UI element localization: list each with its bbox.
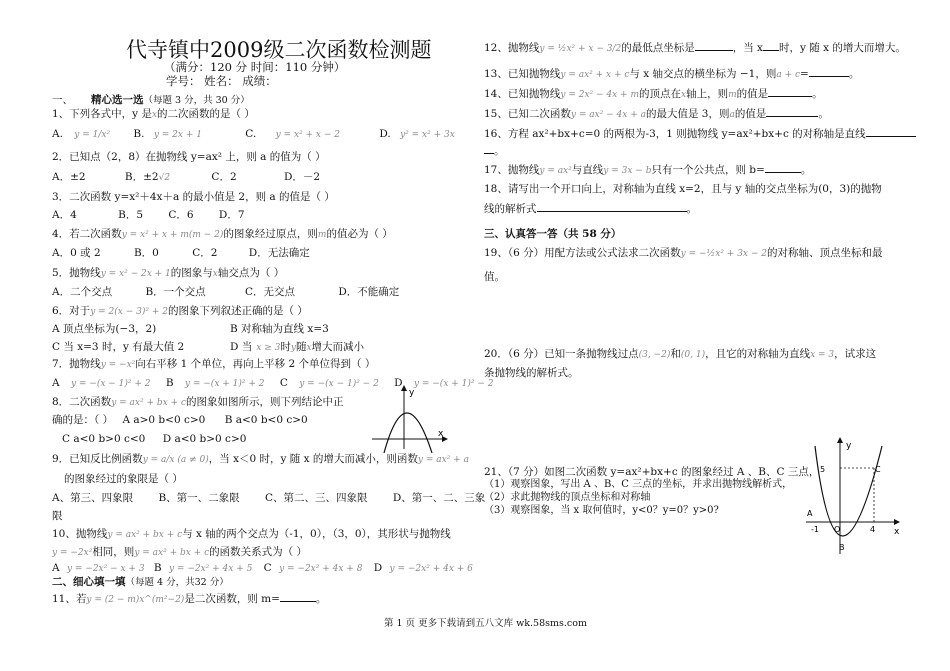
question-text: 向右平移 1 个单位，再向上平移 2 个单位得到（ ） (135, 358, 376, 370)
question-8 (52, 395, 344, 410)
option-b: B．0 (133, 247, 159, 259)
option-a: A. (52, 128, 63, 140)
formula: y = a/x (a ≠ 0) (142, 455, 209, 465)
question-text: = (800, 68, 809, 80)
question-text: ，当 x＜0 时，y 随 x 的增大而减小，则函数 (208, 453, 418, 465)
option-b: B、第一、二象限 (158, 492, 240, 504)
origin-label: O (834, 525, 841, 534)
question-text: 。 (800, 164, 812, 176)
formula: y = ax² + a (417, 455, 469, 465)
formula: x (151, 110, 158, 120)
option-c: C (263, 562, 272, 574)
question-5-options (52, 285, 399, 299)
formula: y = −2x² − x + 3 (66, 564, 145, 574)
question-text: 的图象如图所示，则下列结论中正 (186, 396, 344, 408)
question-4 (52, 227, 393, 242)
formula: √2 (158, 173, 171, 183)
question-text: 的函数关系式为（ ） (209, 546, 307, 558)
question-text: 4．若二次函数 (52, 228, 122, 240)
question-text: 是二次函数，则 m= (184, 593, 280, 605)
question-9 (52, 452, 469, 467)
option-c: C．6 (168, 209, 194, 221)
question-19 (484, 246, 883, 261)
question-20 (484, 347, 876, 362)
formula: y = ax² + x + c (560, 70, 630, 80)
question-text: 。 (812, 88, 823, 100)
formula: y = x² + x + m(m − 2) (121, 230, 224, 240)
option-d: D a<0 b>0 c>0 (162, 433, 247, 445)
formula: y = −(x + 1)² + 2 (184, 379, 265, 389)
formula: y = −(x + 1)² − 2 (413, 379, 494, 389)
option-b: B (153, 562, 162, 574)
question-text: 17、抛物线 (484, 164, 540, 176)
question-21-part-2: （2）求此抛物线的顶点坐标和对称轴 (484, 492, 651, 503)
answer-blank[interactable] (484, 143, 494, 154)
question-12 (484, 40, 906, 56)
question-21: 21、（7 分）如图二次函数 y=ax²+bx+c 的图象经过 A 、B、C 三点， (484, 466, 820, 478)
question-9-option-d-tail: 限 (52, 510, 63, 522)
formula: a + c (776, 70, 801, 80)
parabola-curve (384, 413, 432, 453)
question-text: 的二次函数的是（ ） (157, 108, 255, 120)
student-info-line: 学号： 姓名： 成绩： (166, 74, 277, 88)
question-text: 。 (686, 203, 697, 215)
question-text: 9．已知反比例函数 (52, 453, 143, 465)
question-text: 轴交点为（ ） (217, 267, 285, 279)
option-b: B (165, 377, 174, 389)
question-10-options (52, 561, 473, 576)
question-text: 8．二次函数 (52, 396, 112, 408)
formula: y = −(x − 1)² − 2 (299, 379, 379, 389)
formula: y = x² − 2x + 1 (100, 269, 171, 279)
question-text: 随 (295, 341, 307, 353)
x-axis-arrow (894, 519, 900, 525)
option-b: B a<0 b<0 c>0 (224, 414, 308, 426)
question-text: 时 (280, 341, 291, 353)
formula: x = 3 (810, 350, 835, 360)
question-text: 时，y 随 x 的增大而增大。 (778, 42, 906, 54)
question-text: 与 x 轴交点的横坐标为 −1，则 (629, 68, 777, 80)
answer-blank[interactable] (765, 162, 801, 173)
question-text: 和 (670, 348, 681, 360)
formula: y = ax² − 4x + a (570, 110, 646, 120)
option-c: C a<0 b>0 c<0 (62, 433, 146, 445)
formula: y = ax² + bx + c (134, 548, 210, 558)
point-a-label: A (807, 509, 813, 518)
option-d: D．－2 (283, 171, 321, 183)
question-20-line-2: 条抛物线的解析式。 (484, 367, 579, 379)
question-text: 20．（6 分）已知一条抛物线过点 (484, 348, 639, 360)
formula: m (317, 230, 327, 240)
option-a: A (52, 377, 60, 389)
answer-blank[interactable] (537, 201, 687, 212)
formula: y = ax² + bx + c (107, 530, 183, 540)
point-c-label: C (875, 465, 881, 474)
option-a: A．二个交点 (52, 286, 113, 298)
section-title: 二、细心填一填 (52, 576, 126, 588)
option-c: C．2 (211, 171, 237, 183)
question-11: 11、若y = (2 − m)x^(m²−2)是二次函数，则 m= 。 (52, 593, 327, 605)
section-number: 一、 (52, 94, 73, 106)
question-5 (52, 266, 284, 281)
section-1-heading (52, 93, 250, 108)
question-6-option-d (230, 340, 364, 355)
formula: y = −2x² (52, 548, 93, 558)
question-10-line-2 (52, 545, 307, 560)
question-text: 的值必为（ ） (326, 228, 393, 240)
question-6-option-b: B 对称轴为直线 x=3 (230, 323, 329, 335)
question-9-options (52, 491, 485, 505)
question-14 (484, 86, 823, 102)
question-6-option-c: C 当 x=3 时，y 有最大值 2 (52, 341, 185, 353)
formula: x (306, 343, 312, 353)
formula: y = −2x² + 4x + 5 (168, 564, 253, 574)
question-text: 轴上，则 (686, 88, 729, 100)
question-13 (484, 66, 859, 82)
question-8-line-2 (52, 413, 308, 427)
question-18: 18、请写出一个开口向上，对称轴为直线 x=2，且与 y 轴的交点坐标为(0，3)的抛物 (484, 183, 882, 195)
option-c: C．无交点 (245, 286, 296, 298)
option-a: A、第三、四象限 (52, 492, 134, 504)
answer-blank[interactable] (280, 591, 316, 602)
question-1 (52, 107, 255, 122)
question-text: 6．对于 (52, 305, 91, 317)
question-4-options (52, 246, 310, 260)
y-axis-arrow (401, 385, 407, 391)
q8-parabola-graph (366, 383, 448, 453)
question-text: ，且它的对称轴为直线 (705, 348, 811, 360)
formula: y² = x² + 3x (400, 130, 455, 140)
question-text: 12、抛物线 (484, 42, 540, 54)
question-text: ，当 x (732, 42, 763, 54)
question-21-part-3: （3）观察图象，当 x 取何值时，y<0？y=0？y>0? (484, 505, 719, 516)
question-19-line-2: 值。 (484, 271, 505, 283)
option-d: D．不能确定 (338, 286, 400, 298)
option-a: A．±2 (52, 171, 86, 183)
formula: x (212, 269, 218, 279)
formula: y = 2(x − 3)² + 2 (90, 307, 168, 317)
question-21-part-1: （1）观察图象，写出 A 、B、C 三点的坐标，并求出抛物线解析式， (484, 479, 793, 490)
option-d: D、第一、二、三象 (392, 492, 486, 504)
option-c: C. (245, 128, 257, 140)
question-text: 的顶点在 (639, 88, 681, 100)
formula: y = −2x² + 4x + 8 (279, 564, 363, 574)
question-text: 。 (818, 108, 829, 120)
question-text: 14、已知抛物线 (484, 88, 561, 100)
question-6 (52, 304, 308, 319)
answer-blank[interactable] (695, 40, 733, 51)
formula: y = ax² + bx + c (111, 398, 186, 408)
option-b: B．一个交点 (145, 286, 206, 298)
question-text: 7．抛物线 (52, 358, 101, 370)
option-c: C．2 (192, 247, 218, 259)
question-3-options (52, 208, 245, 222)
question-text: 的对称轴、顶点坐标和最 (767, 247, 883, 259)
q21-parabola-graph (806, 436, 906, 554)
option-a: A a>0 b<0 c>0 (122, 414, 206, 426)
question-text: 5．抛物线 (52, 267, 101, 279)
tick-label-4: 4 (870, 525, 876, 534)
option-d: D. (379, 128, 391, 140)
formula: y = ax² (539, 166, 572, 176)
option-a: A (52, 562, 60, 574)
question-text: 相同，则 (92, 546, 135, 558)
option-d: D．7 (218, 209, 245, 221)
formula: x ≥ 3 (256, 343, 281, 353)
question-text: 15、已知二次函数 (484, 108, 571, 120)
question-16 (484, 126, 916, 141)
option-a: A．0 或 2 (52, 247, 101, 259)
y-axis-label: y (846, 441, 852, 451)
question-9-line-2: 的图象经过的象限是（ ） (64, 473, 183, 485)
question-text: 的图象与 (170, 267, 213, 279)
section-title: 精心选一选 (91, 94, 144, 106)
tick-label-neg1: -1 (811, 525, 819, 534)
section-note: （每题 4 分，共32 分） (125, 577, 229, 588)
y-axis-arrow (837, 437, 843, 443)
question-16-line-2 (484, 143, 505, 158)
question-7 (52, 357, 375, 372)
question-8-line-3 (62, 432, 246, 446)
question-2-options (52, 170, 320, 185)
formula: y = −½x² + 3x − 2 (680, 249, 767, 259)
formula: x (681, 90, 687, 100)
question-text: 线的解析式 (484, 203, 537, 215)
question-3: 3．二次函数 y=x²＋4x＋a 的最小值是 2，则 a 的值是（ ） (52, 191, 335, 203)
section-note: （每题 3 分，共 30 分） (143, 95, 250, 106)
x-axis-label: x (438, 429, 444, 439)
answer-blank[interactable] (809, 66, 849, 77)
answer-blank[interactable] (766, 106, 818, 117)
option-d: D．无法确定 (248, 247, 310, 259)
formula: y = x² + x − 2 (275, 130, 340, 140)
x-axis-label: x (894, 527, 900, 537)
question-text: 16、方程 ax²+bx+c=0 的两根为-3，1 则抛物线 y=ax²+bx+c 的对称轴是直线 (484, 128, 866, 140)
question-text: 的值是 (736, 88, 769, 100)
question-text: 1、下列各式中，y 是 (52, 108, 152, 120)
option-d: D (394, 377, 403, 389)
formula: y = (2 − m)x^(m²−2) (86, 595, 185, 605)
option-b: B．±2 (124, 171, 159, 183)
question-15 (484, 106, 829, 122)
question-text: 。 (848, 68, 860, 80)
formula: y = 3x − b (603, 166, 652, 176)
question-text: 增大而减小 (311, 341, 365, 353)
question-17 (484, 162, 811, 178)
section-2-heading (52, 575, 229, 590)
question-text: 与直线 (571, 164, 604, 176)
answer-blank[interactable] (768, 86, 812, 97)
page-title: 代寺镇中2009级二次函数检测题 (126, 38, 432, 62)
answer-blank[interactable] (763, 40, 779, 51)
formula: a (729, 110, 735, 120)
section-3-heading: 三、认真答一答（共 58 分） (484, 228, 622, 240)
point-b-label: B (839, 543, 845, 552)
question-6-option-a: A 顶点坐标为(−3，2) (52, 323, 157, 335)
option-d: D 当 (230, 341, 253, 353)
question-10 (52, 527, 451, 542)
formula: m (728, 90, 737, 100)
formula: y = 2x² − 4x + m (560, 90, 639, 100)
question-text: 的图象下列叙述正确的是（ ） (167, 305, 308, 317)
option-d: D (373, 562, 383, 574)
formula: y = ½x² + x − 3/2 (539, 44, 622, 54)
option-b: B．5 (118, 209, 144, 221)
formula: y (290, 343, 296, 353)
formula: (0, 1) (680, 350, 706, 360)
question-text: 的最低点坐标是 (621, 42, 695, 54)
question-text: 13、已知抛物线 (484, 68, 561, 80)
question-text: ，试求这 (834, 348, 877, 360)
question-text: 确的是：（ ） (52, 414, 114, 426)
formula: y = −(x − 1)² + 2 (70, 379, 151, 389)
question-2: 2．已知点（2，8）在抛物线 y=ax² 上，则 a 的值为（ ） (52, 151, 326, 163)
formula: y = −2x² + 4x + 6 (389, 564, 473, 574)
question-1-options (52, 127, 455, 142)
formula: y = −x² (100, 360, 136, 370)
question-text: 的图象经过原点，则 (223, 228, 318, 240)
tick-label-5: 5 (820, 465, 826, 474)
question-text: 与 x 轴的两个交点为（-1，0），（3，0），其形状与抛物线 (182, 528, 451, 540)
y-axis-label: y (409, 388, 415, 398)
option-c: C (279, 377, 288, 389)
answer-blank[interactable] (866, 126, 916, 137)
question-text: 的值是 (734, 108, 767, 120)
question-18-line-2 (484, 201, 697, 216)
option-a: A．4 (52, 209, 77, 221)
option-b: B. (133, 128, 145, 140)
question-text: 11、若 (52, 593, 87, 605)
page-footer: 第 1 页 更多下载请到五八文库 wk.58sms.com (384, 618, 587, 629)
formula: (3, −2) (638, 350, 671, 360)
question-text: 10、抛物线 (52, 528, 108, 540)
question-text: 的最大值是 3，则 (645, 108, 730, 120)
formula: y = 2x + 1 (153, 130, 202, 140)
option-c: C、第二、三、四象限 (265, 492, 368, 504)
question-text: 19、（6 分）用配方法或公式法求二次函数 (484, 247, 681, 259)
exam-info: （满分：120 分 时间：110 分钟） (164, 60, 346, 74)
question-text: 。 (494, 145, 505, 157)
formula: y = 1/x² (74, 130, 111, 140)
question-text: 只有一个公共点，则 b= (651, 164, 765, 176)
